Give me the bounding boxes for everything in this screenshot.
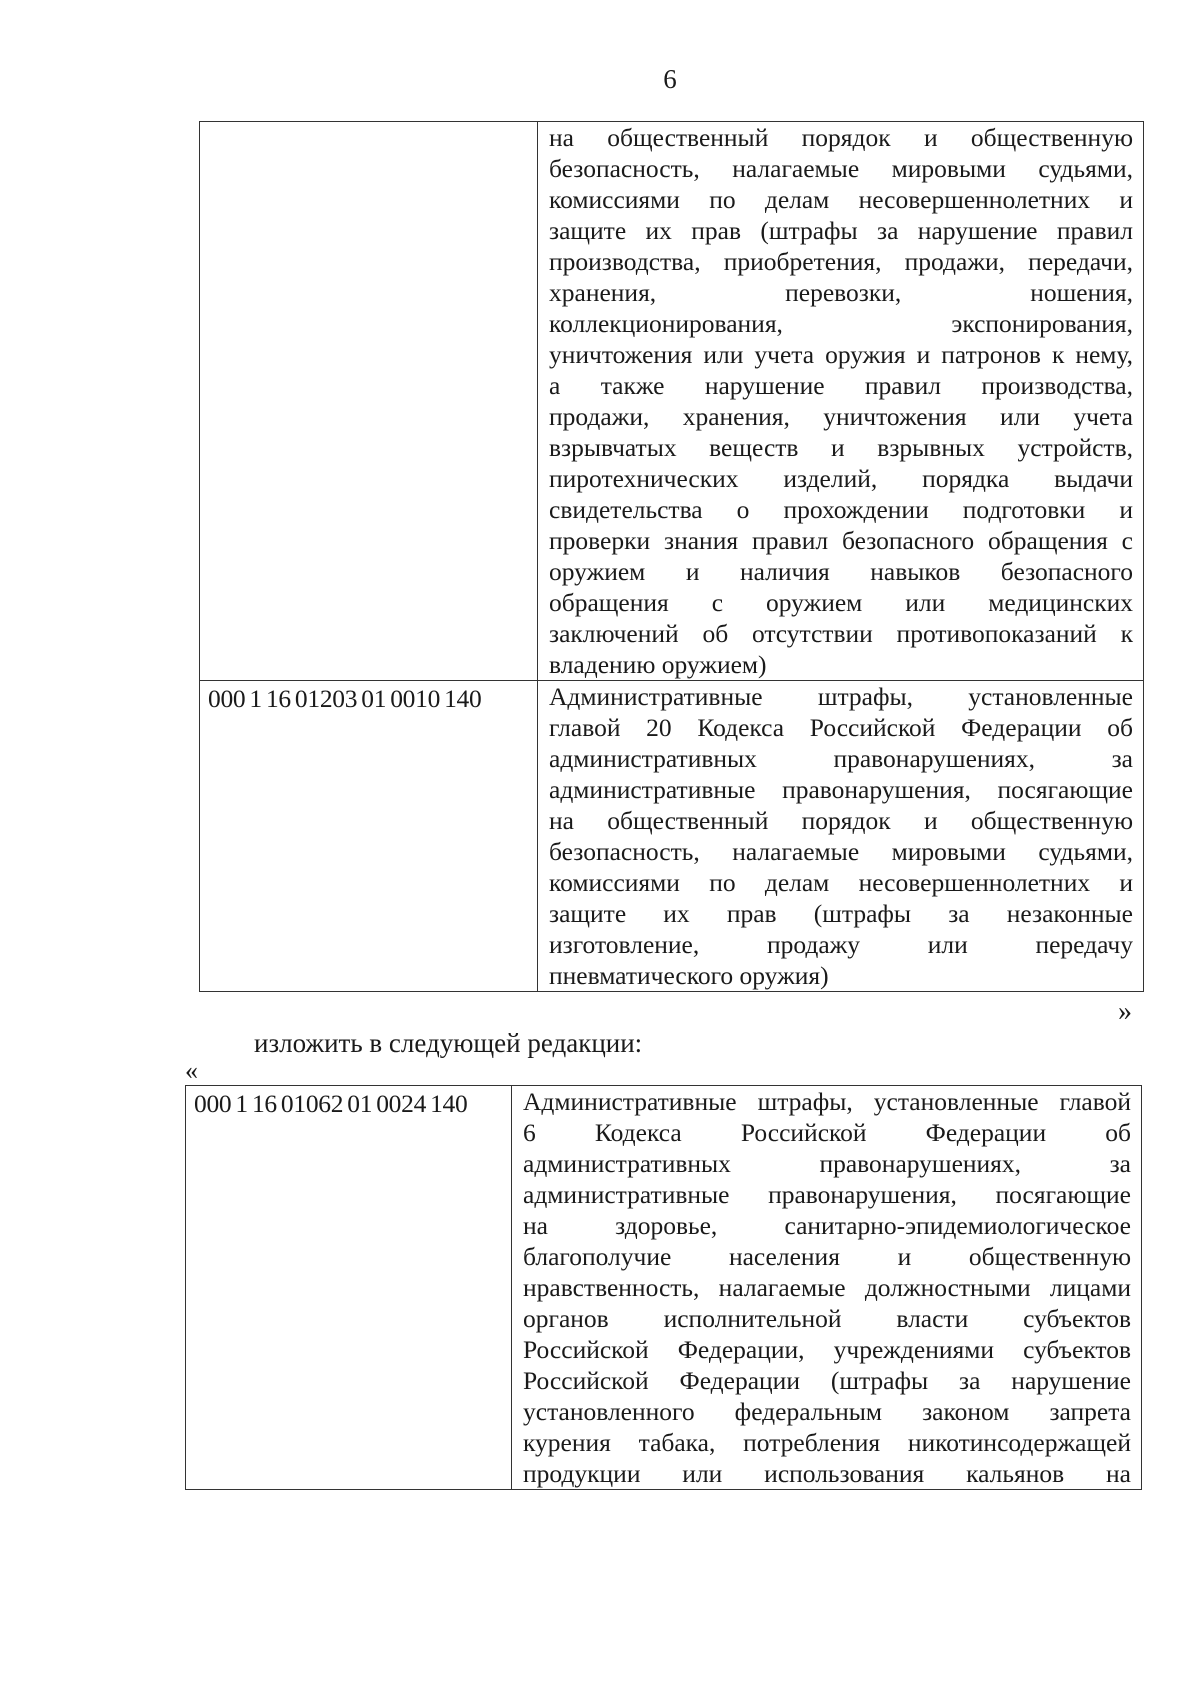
description-line: на общественный порядок и общественную	[549, 806, 1133, 835]
description-line: уничтожения или учета оружия и патронов к нему,	[549, 340, 1133, 369]
description-line: коллекционирования, экспонирования,	[549, 309, 1133, 338]
description-line: проверки знания правил безопасного обращения с	[549, 526, 1133, 555]
description-line: производства, приобретения, продажи, передачи,	[549, 247, 1133, 276]
description-line: Российской Федерации (штрафы за нарушение	[523, 1366, 1131, 1395]
budget-code-cell: 000 1 16 01062 01 0024 140	[186, 1086, 512, 1490]
fine-description-cell	[538, 122, 1144, 681]
description-line: главой 20 Кодекса Российской Федерации об	[549, 713, 1133, 742]
budget-code-cell	[200, 122, 538, 681]
description-line: безопасность, налагаемые мировыми судьями,	[549, 837, 1133, 866]
description-line: оружием и наличия навыков безопасного	[549, 557, 1133, 586]
description-line: установленного федеральным законом запрета	[523, 1397, 1131, 1426]
description-line: административных правонарушениях, за	[523, 1149, 1131, 1178]
description-line: а также нарушение правил производства,	[549, 371, 1133, 400]
description-line: административные правонарушения, посягающие	[549, 775, 1133, 804]
description-line: на здоровье, санитарно-эпидемиологическое	[523, 1211, 1131, 1240]
table-row	[200, 681, 1144, 992]
description-line: административных правонарушениях, за	[549, 744, 1133, 773]
fine-description-cell	[538, 681, 1144, 992]
budget-code-cell: 000 1 16 01203 01 0010 140	[200, 681, 538, 992]
description-line: комиссиями по делам несовершеннолетних и	[549, 185, 1133, 214]
description-line: изготовление, продажу или передачу	[549, 930, 1133, 959]
description-line: курения табака, потребления никотинсодержащей	[523, 1428, 1131, 1457]
description-line: пневматического оружия)	[549, 961, 829, 990]
description-line: нравственность, налагаемые должностными лицами	[523, 1273, 1131, 1302]
table-row	[200, 122, 1144, 681]
opening-quote-mark: «	[185, 1056, 198, 1085]
description-line: обращения с оружием или медицинских	[549, 588, 1133, 617]
description-line: продажи, хранения, уничтожения или учета	[549, 402, 1133, 431]
description-line: заключений об отсутствии противопоказаний к	[549, 619, 1133, 648]
fines-table-new-edition	[185, 1085, 1142, 1490]
description-line: пиротехнических изделий, порядка выдачи	[549, 464, 1133, 493]
description-line: Административные штрафы, установленные	[549, 682, 1133, 711]
description-line: взрывчатых веществ и взрывных устройств,	[549, 433, 1133, 462]
description-line: безопасность, налагаемые мировыми судьями,	[549, 154, 1133, 183]
description-line: органов исполнительной власти субъектов	[523, 1304, 1131, 1333]
description-line: владению оружием)	[549, 650, 767, 679]
fine-description-cell	[512, 1086, 1142, 1490]
description-line: свидетельства о прохождении подготовки и	[549, 495, 1133, 524]
description-line: благополучие населения и общественную	[523, 1242, 1131, 1271]
description-line: защите их прав (штрафы за нарушение правил	[549, 216, 1133, 245]
closing-quote-mark: »	[1118, 996, 1132, 1027]
description-line: защите их прав (штрафы за незаконные	[549, 899, 1133, 928]
description-line: на общественный порядок и общественную	[549, 123, 1133, 152]
description-line: Административные штрафы, установленные главой	[523, 1087, 1131, 1116]
description-line: хранения, перевозки, ношения,	[549, 278, 1133, 307]
fines-table-continuation	[199, 121, 1144, 992]
description-line: продукции или использования кальянов на	[523, 1459, 1131, 1488]
table-row	[186, 1086, 1142, 1490]
description-line: административные правонарушения, посягающие	[523, 1180, 1131, 1209]
description-line: 6 Кодекса Российской Федерации об	[523, 1118, 1131, 1147]
amendment-intro-text: изложить в следующей редакции:	[254, 1028, 643, 1058]
page-number: 6	[663, 64, 677, 94]
description-line: комиссиями по делам несовершеннолетних и	[549, 868, 1133, 897]
description-line: Российской Федерации, учреждениями субъектов	[523, 1335, 1131, 1364]
